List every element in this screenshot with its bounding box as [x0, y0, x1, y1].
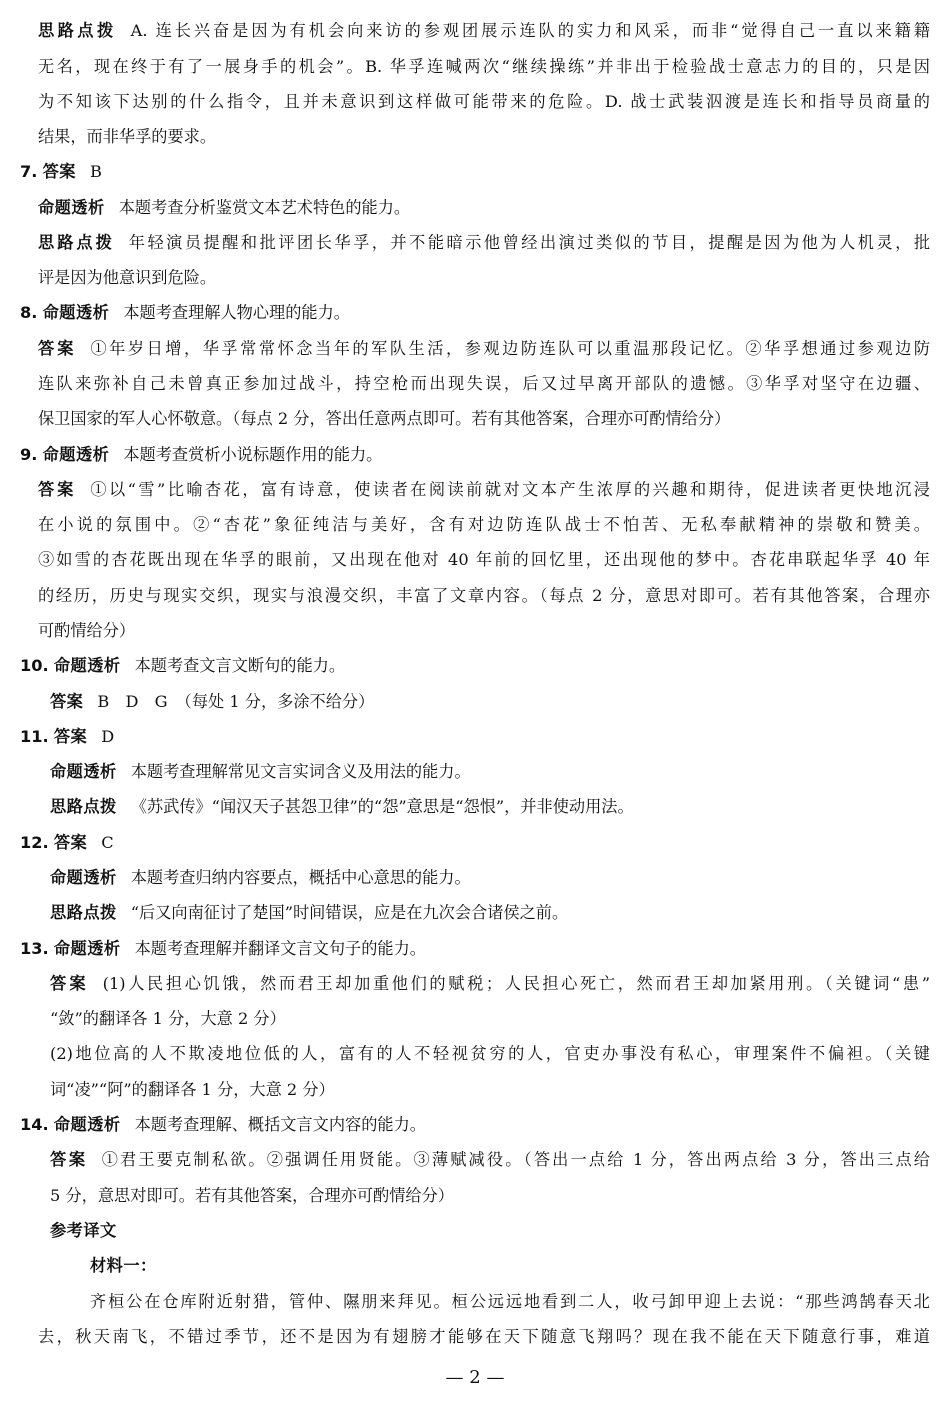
text-line: 为不知该下达别的什么指令，且并未意识到这样做可能带来的危险。D. 战士武装泅渡是连长和指导员商量的: [38, 92, 930, 111]
section-label: 命题透析: [42, 445, 110, 464]
section-label: 答案: [42, 162, 76, 181]
text-line: 齐桓公在仓库附近射猎，管仲、隰朋来拜见。桓公远远地看到二人，收弓卸甲迎上去说：“那些鸿鹄春天北: [90, 1292, 930, 1311]
text-line: 的经历，历史与现实交织，现实与浪漫交织，丰富了文章内容。（每点 2 分，意思对即可。若有其他答案，合理亦: [38, 586, 930, 605]
question-line: 11. 答案 D: [20, 727, 115, 746]
section-label: 命题透析: [50, 762, 117, 781]
section-label: 命题透析: [53, 1115, 121, 1134]
question-line: 10. 命题透析 本题考查文言文断句的能力。: [20, 656, 346, 675]
section-label: 思路点拨: [38, 233, 115, 252]
text-line: 连队来弥补自己未曾真正参加过战斗，持空枪而出现失误，后又过早离开部队的遗憾。③华孚对坚守在边疆、: [38, 374, 930, 393]
text-line: 5 分，意思对即可。若有其他答案，合理亦可酌情给分）: [50, 1186, 454, 1205]
text-line: 评是因为他意识到危险。: [38, 268, 217, 287]
section-label: 答案: [38, 339, 77, 358]
question-line: 8. 命题透析 本题考查理解人物心理的能力。: [20, 303, 350, 322]
section-label: 思路点拨: [50, 903, 117, 922]
section-label: 答案: [50, 974, 89, 993]
section-label: 答案: [53, 727, 88, 746]
text-line: 思路点拨 “后又向南征讨了楚国”时间错误，应是在九次会合诸侯之前。: [50, 903, 569, 922]
text-line: 保卫国家的军人心怀敬意。（每点 2 分，答出任意两点即可。若有其他答案，合理亦可酌情给分）: [38, 409, 731, 428]
text-line: 命题透析 本题考查理解常见文言实词含义及用法的能力。: [50, 762, 471, 781]
text-line: 可酌情给分）: [38, 621, 136, 640]
section-label: 答案: [38, 480, 77, 499]
text-line: 在小说的氛围中。②“杏花”象征纯洁与美好，含有对边防连队战士不怕苦、无私奉献精神的崇敬和赞美。: [38, 515, 930, 534]
text-line: ③如雪的杏花既出现在华孚的眼前，又出现在他对 40 年前的回忆里，还出现他的梦中。杏花串联起华孚 40 年: [38, 550, 930, 569]
question-number: 8.: [20, 303, 38, 322]
section-label: 思路点拨: [38, 21, 117, 40]
question-line: 13. 命题透析 本题考查理解并翻译文言文句子的能力。: [20, 939, 426, 958]
section-label: 命题透析: [42, 303, 110, 322]
section-label: 命题透析: [50, 868, 117, 887]
question-number: 7.: [20, 162, 38, 181]
text-line: 答案 ①以“雪”比喻杏花，富有诗意，使读者在阅读前就对文本产生浓厚的兴趣和期待，促进读者更快地沉浸: [38, 480, 930, 499]
text-line: 词“凌”“阿”的翻译各 1 分，大意 2 分）: [50, 1080, 335, 1099]
question-number: 9.: [20, 445, 38, 464]
text-line: 答案 (1)人民担心饥饿，然而君王却加重他们的赋税；人民担心死亡，然而君王却加紧用刑。（关键词“患”: [50, 974, 930, 993]
text-line: 思路点拨 年轻演员提醒和批评团长华孚，并不能暗示他曾经出演过类似的节目，提醒是因为他为人机灵，批: [38, 233, 930, 252]
question-number: 11.: [20, 727, 49, 746]
question-line: 14. 命题透析 本题考查理解、概括文言文内容的能力。: [20, 1115, 426, 1134]
question-line: 7. 答案 B: [20, 162, 102, 181]
text-line: (2)地位高的人不欺凌地位低的人，富有的人不轻视贫穷的人，官吏办事没有私心，审理案件不偏袒。（关键: [50, 1044, 930, 1063]
text-line: 命题透析 本题考查归纳内容要点，概括中心意思的能力。: [50, 868, 471, 887]
text-line: 思路点拨 A. 连长兴奋是因为有机会向来访的参观团展示连队的实力和风采，而非“觉得自己一直以来籍籍: [38, 21, 930, 40]
question-number: 12.: [20, 833, 49, 852]
question-number: 13.: [20, 939, 49, 958]
section-label: 答案: [53, 833, 88, 852]
text-line: 结果，而非华孚的要求。: [38, 127, 217, 146]
material-heading: 材料一：: [90, 1256, 157, 1275]
text-line: 答案 ①年岁日增，华孚常常怀念当年的军队生活，参观边防连队可以重温那段记忆。②华孚想通过参观边防: [38, 339, 930, 358]
page-number: — 2 —: [445, 1367, 505, 1388]
section-label: 命题透析: [53, 939, 121, 958]
question-line: 9. 命题透析 本题考查赏析小说标题作用的能力。: [20, 445, 383, 464]
text-line: [50, 1220, 930, 1242]
section-label: 答案: [50, 692, 84, 711]
text-line: 思路点拨 《苏武传》“闻汉天子甚怨卫律”的“怨”意思是“怨恨”，并非使动用法。: [50, 797, 634, 816]
text-line: 无名，现在终于有了一展身手的机会”。B. 华孚连喊两次“继续操练”并非出于检验战士意志力的目的，只是因: [38, 57, 930, 76]
section-label: 命题透析: [53, 656, 121, 675]
question-line: 12. 答案 C: [20, 833, 114, 852]
text-line: 去，秋天南飞，不错过季节，还不是因为有翅膀才能够在天下随意飞翔吗？现在我不能在天下随意行事，难道: [38, 1327, 930, 1346]
section-label: 思路点拨: [50, 797, 117, 816]
reference-translation-heading: 参考译文: [50, 1221, 117, 1240]
question-number: 10.: [20, 656, 49, 675]
question-number: 14.: [20, 1115, 49, 1134]
text-line: [90, 1255, 930, 1277]
text-line: 命题透析 本题考查分析鉴赏文本艺术特色的能力。: [38, 198, 411, 217]
section-label: 命题透析: [38, 198, 105, 217]
text-line: 答案 ①君王要克制私欲。②强调任用贤能。③薄赋减役。（答出一点给 1 分，答出两点给 3 分，答出三点给: [50, 1150, 930, 1169]
text-line: “敛”的翻译各 1 分，大意 2 分）: [50, 1009, 286, 1028]
section-label: 答案: [50, 1150, 88, 1169]
text-line: 答案 B D G （每处 1 分，多涂不给分）: [50, 692, 375, 711]
